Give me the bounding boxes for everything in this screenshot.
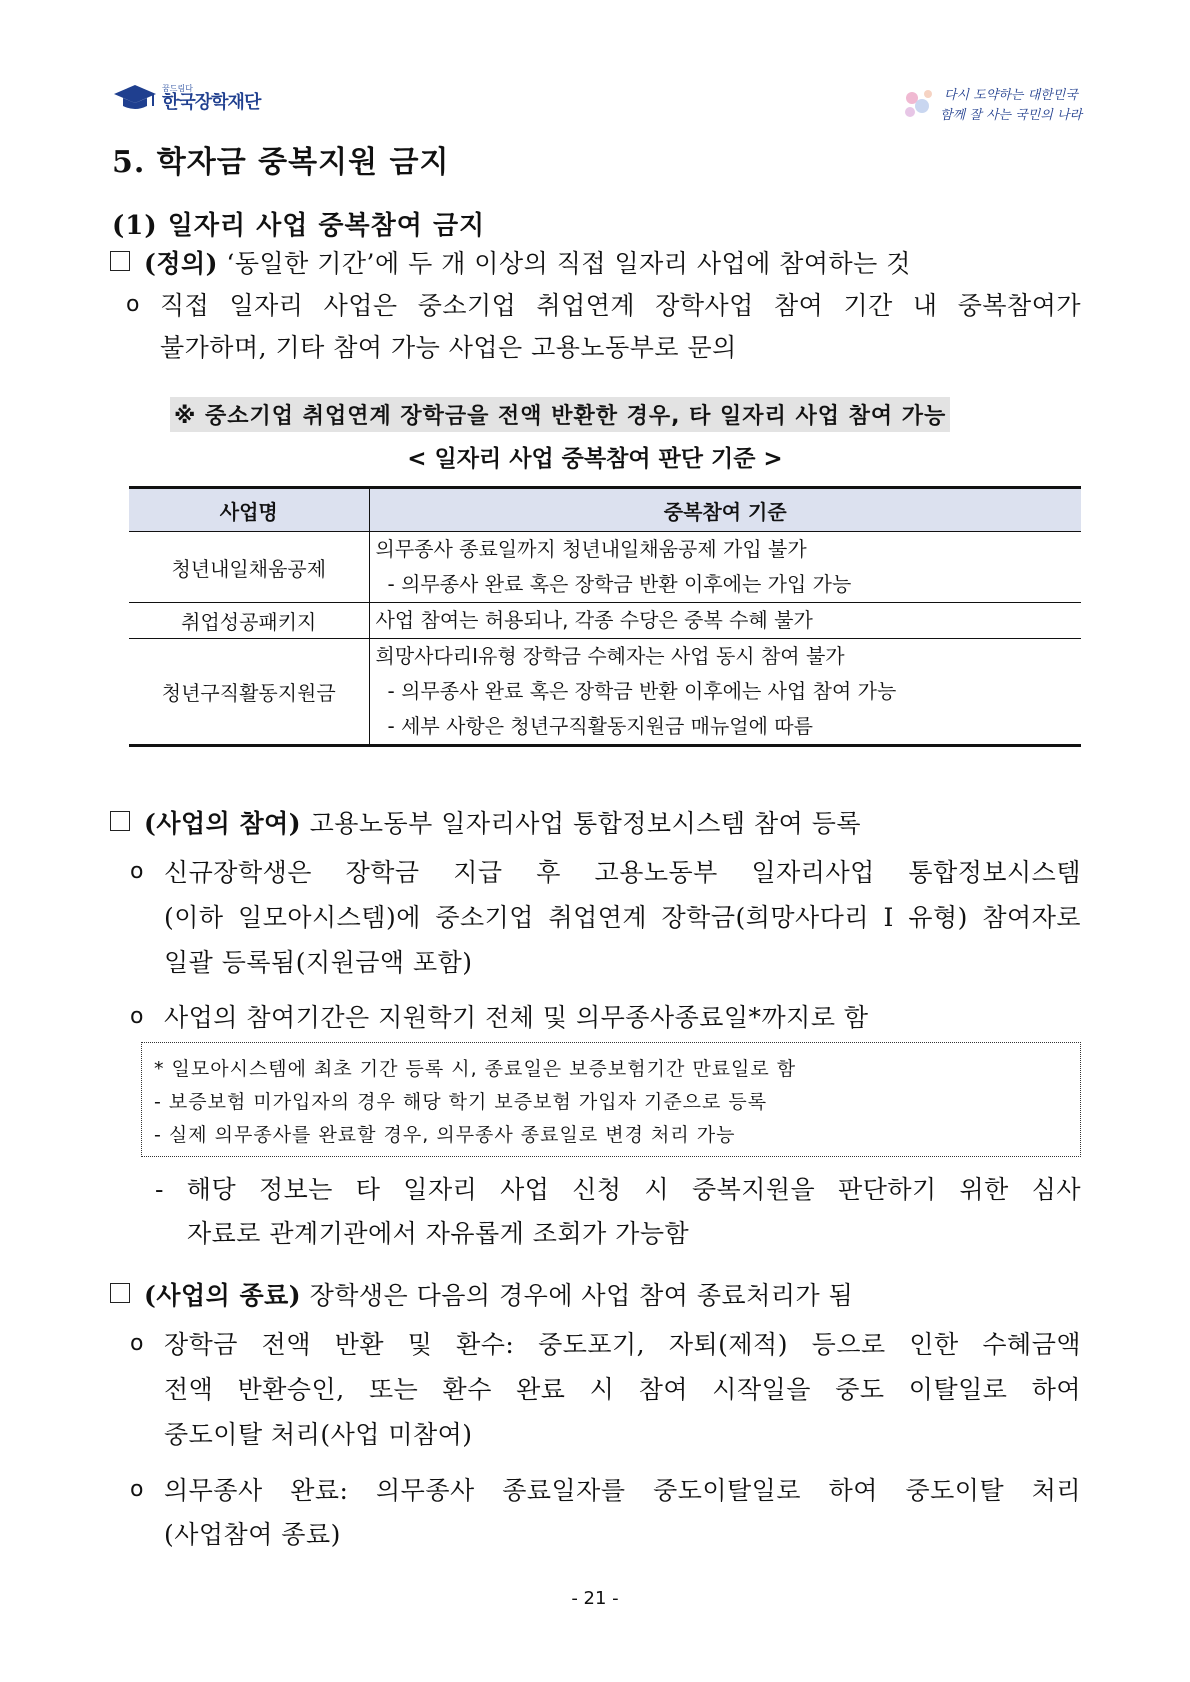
highlighted-note: ※ 중소기업 취업연계 장학금을 전액 반환한 경우, 타 일자리 사업 참여 가능 xyxy=(170,397,950,432)
footnote-box xyxy=(141,1042,1081,1157)
paragraph-line: 불가하며, 기타 참여 가능 사업은 고용노동부로 문의 xyxy=(160,333,737,362)
termination-label: (사업의 종료) xyxy=(144,1281,302,1310)
program-name-cell: 청년내일채움공제 xyxy=(129,532,369,603)
slogan-line-1: 다시 도약하는 대한민국 xyxy=(944,88,1078,103)
criteria-line: 희망사다리Ⅰ유형 장학금 수혜자는 사업 동시 참여 불가 xyxy=(375,644,845,668)
paragraph-line: 중도이탈 처리(사업 미참여) xyxy=(164,1420,473,1449)
government-slogan xyxy=(900,82,1090,126)
paragraph-line: 장학금 전액 반환 및 환수: 중도포기, 자퇴(제적) 등으로 인한 수혜금액 xyxy=(164,1330,1081,1359)
bullet-icon: o xyxy=(130,1477,144,1502)
logo-main-text: 한국장학재단 xyxy=(162,92,261,113)
participation-line xyxy=(144,804,861,840)
bullet-icon: o xyxy=(126,292,140,317)
criteria-cell xyxy=(369,532,1081,603)
definition-line xyxy=(144,244,911,280)
footnote-line: - 보증보험 미가입자의 경우 해당 학기 보증보험 가입자 기준으로 등록 xyxy=(154,1091,768,1113)
participation-text: 고용노동부 일자리사업 통합정보시스템 참여 등록 xyxy=(301,809,862,838)
bullet-icon: o xyxy=(130,1331,144,1356)
foundation-logo xyxy=(112,82,260,112)
checkbox-square-icon xyxy=(110,811,130,831)
page-number: - 21 - xyxy=(571,1588,619,1609)
criteria-line: 의무종사 종료일까지 청년내일채움공제 가입 불가 xyxy=(375,537,807,561)
bullet-icon: o xyxy=(130,1004,144,1029)
footnote-line: - 실제 의무종사를 완료할 경우, 의무종사 종료일로 변경 처리 가능 xyxy=(154,1124,736,1146)
paragraph-line: - 해당 정보는 타 일자리 사업 신청 시 중복지원을 판단하기 위한 심사 xyxy=(155,1175,1081,1204)
overlap-criteria-table xyxy=(129,486,1081,747)
criteria-line: - 의무종사 완료 혹은 장학금 반환 이후에는 가입 가능 xyxy=(387,572,852,596)
criteria-cell xyxy=(369,639,1081,746)
definition-label: (정의) xyxy=(144,249,218,278)
paragraph-line: 일괄 등록됨(지원금액 포함) xyxy=(164,948,473,977)
table-row xyxy=(129,639,1081,746)
header-program-name: 사업명 xyxy=(129,488,369,532)
section-title: 5. 학자금 중복지원 금지 xyxy=(112,145,450,180)
termination-line xyxy=(144,1276,853,1312)
program-name-cell: 취업성공패키지 xyxy=(129,603,369,639)
paragraph-line: 사업의 참여기간은 지원학기 전체 및 의무종사종료일*까지로 함 xyxy=(164,1003,869,1032)
participation-label: (사업의 참여) xyxy=(144,809,302,838)
criteria-line: - 의무종사 완료 혹은 장학금 반환 이후에는 사업 참여 가능 xyxy=(387,679,897,703)
table-header-row xyxy=(129,488,1081,532)
checkbox-square-icon xyxy=(110,1283,130,1303)
graduation-cap-icon xyxy=(112,82,158,112)
table-caption: < 일자리 사업 중복참여 판단 기준 > xyxy=(407,446,783,472)
bullet-icon: o xyxy=(130,859,144,884)
flower-decoration-icon xyxy=(900,84,940,124)
paragraph-line: (사업참여 종료) xyxy=(164,1520,341,1549)
program-name-cell: 청년구직활동지원금 xyxy=(129,639,369,746)
paragraph-line: (이하 일모아시스템)에 중소기업 취업연계 장학금(희망사다리 I 유형) 참여자로 xyxy=(164,903,1081,932)
slogan-line-2: 함께 잘 사는 국민의 나라 xyxy=(940,108,1083,123)
logo-small-text: 꿈드림다 xyxy=(162,84,193,93)
table-row xyxy=(129,532,1081,603)
paragraph-line: 의무종사 완료: 의무종사 종료일자를 중도이탈일로 하여 중도이탈 처리 xyxy=(164,1476,1081,1505)
paragraph-line: 전액 반환승인, 또는 환수 완료 시 참여 시작일을 중도 이탈일로 하여 xyxy=(164,1375,1081,1404)
criteria-line: 사업 참여는 허용되나, 각종 수당은 중복 수혜 불가 xyxy=(375,608,813,632)
subsection-title: (1) 일자리 사업 중복참여 금지 xyxy=(112,211,486,241)
termination-text: 장학생은 다음의 경우에 사업 참여 종료처리가 됨 xyxy=(301,1281,854,1310)
paragraph-line: 자료로 관계기관에서 자유롭게 조회가 가능함 xyxy=(187,1219,690,1248)
paragraph-line: 신규장학생은 장학금 지급 후 고용노동부 일자리사업 통합정보시스템 xyxy=(164,858,1081,887)
paragraph-line: 직접 일자리 사업은 중소기업 취업연계 장학사업 참여 기간 내 중복참여가 xyxy=(160,291,1081,320)
definition-text: ‘동일한 기간’에 두 개 이상의 직접 일자리 사업에 참여하는 것 xyxy=(217,249,911,278)
criteria-line: - 세부 사항은 청년구직활동지원금 매뉴얼에 따름 xyxy=(387,714,813,738)
criteria-cell xyxy=(369,603,1081,639)
header-criteria: 중복참여 기준 xyxy=(369,488,1081,532)
checkbox-square-icon xyxy=(110,251,130,271)
footnote-line: * 일모아시스템에 최초 기간 등록 시, 종료일은 보증보험기간 만료일로 함 xyxy=(154,1058,797,1080)
table-row xyxy=(129,603,1081,639)
